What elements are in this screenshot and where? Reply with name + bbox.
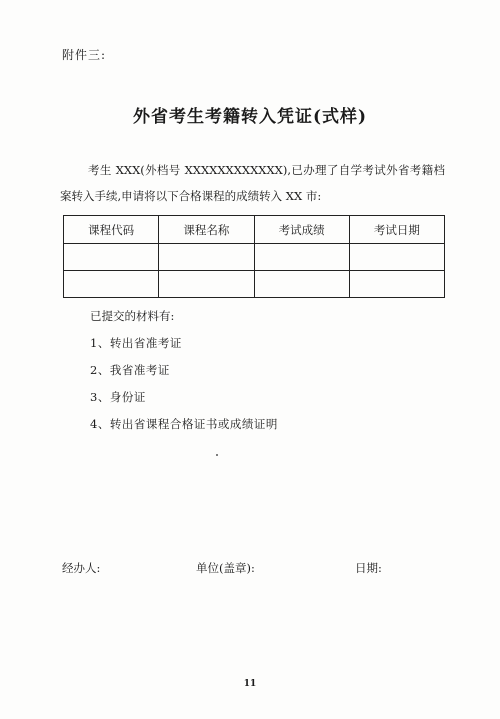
list-item: 2、我省准考证: [90, 363, 170, 377]
table-cell: [159, 244, 254, 271]
document-title: 外省考生考籍转入凭证(式样): [132, 107, 368, 127]
column-header-course-code: 课程代码: [64, 216, 159, 244]
table-cell: [159, 271, 254, 298]
column-header-exam-date: 考试日期: [349, 216, 444, 244]
table-cell: [254, 244, 349, 271]
materials-heading: 已提交的材料有:: [90, 309, 175, 323]
table-cell: [64, 271, 159, 298]
table-row: [64, 271, 445, 298]
page-number: 11: [243, 679, 257, 689]
list-item: 4、转出省课程合格证书或成绩证明: [90, 417, 278, 431]
table-cell: [349, 244, 444, 271]
scan-speck: [216, 454, 218, 456]
unit-seal-label: 单位(盖章):: [196, 561, 255, 575]
list-item: 1、转出省准考证: [90, 336, 182, 350]
table-cell: [349, 271, 444, 298]
attachment-label: 附件三:: [62, 48, 107, 62]
column-header-course-name: 课程名称: [159, 216, 254, 244]
table-cell: [64, 244, 159, 271]
date-label: 日期:: [355, 561, 382, 575]
column-header-exam-score: 考试成绩: [254, 216, 349, 244]
table-cell: [254, 271, 349, 298]
intro-paragraph: 考生 XXX(外档号 XXXXXXXXXXXX),已办理了自学考试外省考籍档案转入手续,申请将以下合格课程的成绩转入 XX 市:: [60, 163, 445, 203]
handler-label: 经办人:: [62, 561, 101, 575]
table-row: [64, 244, 445, 271]
table-header-row: [64, 216, 445, 244]
materials-list: [90, 330, 278, 438]
course-grade-table: [63, 215, 445, 298]
list-item: 3、身份证: [90, 390, 146, 404]
